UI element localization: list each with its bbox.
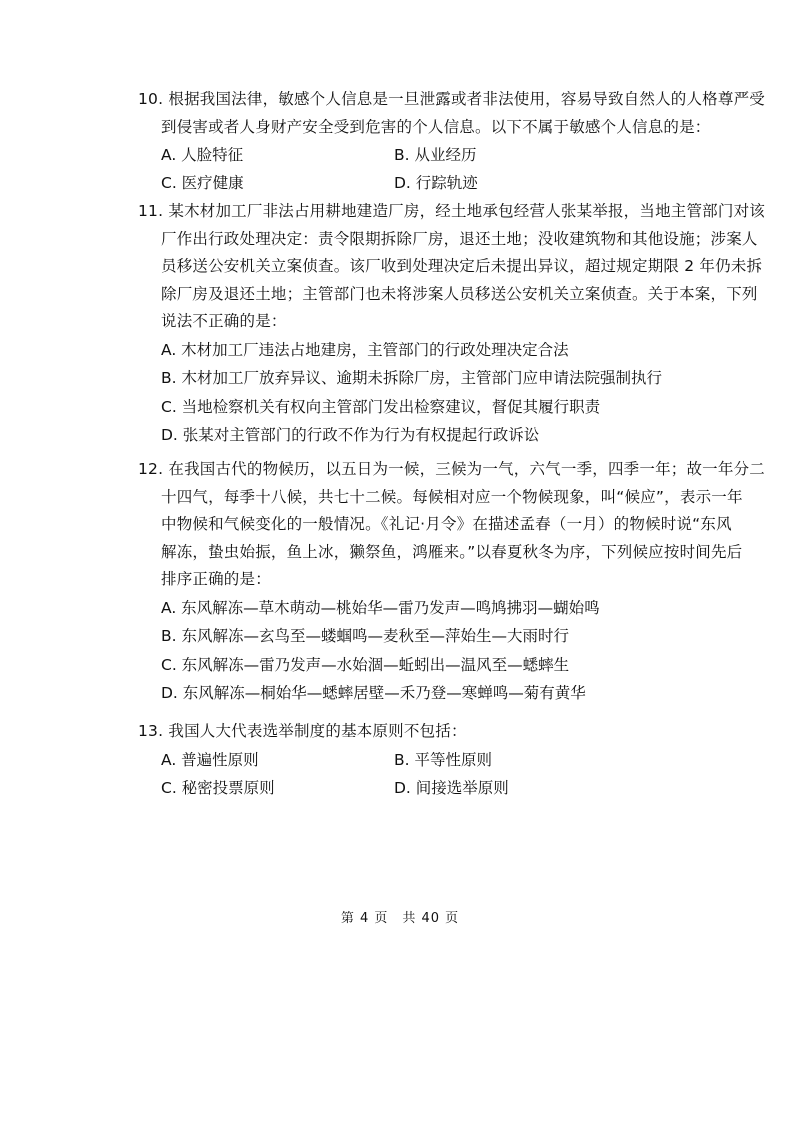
question-10-line-2: 到侵害或者人身财产安全受到危害的个人信息。以下不属于敏感个人信息的是： (161, 117, 711, 136)
question-11-line-2: 厂作出行政处理决定：责令限期拆除厂房，退还土地；没收建筑物和其他设施；涉案人 (161, 229, 758, 248)
question-11-line-5: 说法不正确的是： (161, 312, 287, 330)
question-13-options (161, 746, 668, 802)
options-row (161, 141, 668, 169)
question-12-line-2: 十四气，每季十八候，共七十二候。每候相对应一个物候现象，叫“候应”，表示一年 (161, 487, 743, 506)
question-11-line-4: 除厂房及退还土地；主管部门也未将涉案人员移送公安机关立案侦查。关于本案，下列 (161, 284, 758, 303)
question-11-line-1: 11. 某木材加工厂非法占用耕地建造厂房，经土地承包经营人张某举报，当地主管部门对该 (138, 202, 765, 220)
options-row (161, 774, 668, 802)
option-b: B. 东风解冻—玄鸟至—蝼蝈鸣—麦秋至—萍始生—大雨时行 (161, 627, 569, 645)
question-11-options (161, 336, 668, 450)
question-11 (138, 198, 765, 450)
question-12-options (161, 594, 668, 708)
question-12 (138, 456, 765, 708)
option-a: A. 普遍性原则 (161, 750, 259, 769)
options-row (161, 746, 668, 774)
option-b: B. 平等性原则 (394, 750, 492, 769)
option-d: D. 行踪轨迹 (394, 174, 478, 192)
option-a: A. 人脸特征 (161, 146, 244, 164)
option-a: A. 木材加工厂违法占地建房，主管部门的行政处理决定合法 (161, 340, 569, 359)
question-12-line-1: 12. 在我国古代的物候历，以五日为一候，三候为一气，六气一季，四季一年；故一年分二 (138, 460, 765, 478)
question-12-line-4: 解冻，蛰虫始振，鱼上冰，獭祭鱼，鸿雁来。”以春夏秋冬为序，下列候应按时间先后 (161, 542, 743, 561)
option-b: B. 从业经历 (394, 146, 477, 164)
options-row (161, 169, 668, 197)
option-a: A. 东风解冻—草木萌动—桃始华—雷乃发声—鸣鸠拂羽—蝴始鸣 (161, 598, 600, 617)
question-10-line-1: 10. 根据我国法律，敏感个人信息是一旦泄露或者非法使用，容易导致自然人的人格尊严受 (138, 90, 765, 108)
page-number-footer: 第 4 页 共 40 页 (340, 911, 460, 926)
question-11-line-3: 员移送公安机关立案侦查。该厂收到处理决定后未提出异议，超过规定期限 2 年仍未拆 (161, 257, 763, 275)
option-d: D. 间接选举原则 (394, 778, 509, 797)
question-12-line-3: 中物候和气候变化的一般情况。《礼记·月令》在描述孟春（一月）的物候时说“东风 (161, 515, 732, 533)
question-12-line-5: 排序正确的是： (161, 570, 271, 588)
question-13-line-1: 13. 我国人大代表选举制度的基本原则不包括： (138, 722, 467, 740)
question-10 (138, 86, 765, 197)
option-d: D. 东风解冻—桐始华—蟋蟀居壁—禾乃登—寒蝉鸣—菊有黄华 (161, 684, 586, 702)
option-c: C. 医疗健康 (161, 174, 244, 192)
option-c: C. 当地检察机关有权向主管部门发出检察建议，督促其履行职责 (161, 397, 601, 416)
question-13 (138, 718, 668, 802)
option-b: B. 木材加工厂放弃异议、逾期未拆除厂房，主管部门应申请法院强制执行 (161, 369, 662, 387)
question-10-options (161, 141, 668, 197)
option-c: C. 东风解冻—雷乃发声—水始涸—蚯蚓出—温风至—蟋蟀生 (161, 655, 570, 674)
option-c: C. 秘密投票原则 (161, 778, 275, 797)
option-d: D. 张某对主管部门的行政不作为行为有权提起行政诉讼 (161, 426, 540, 444)
